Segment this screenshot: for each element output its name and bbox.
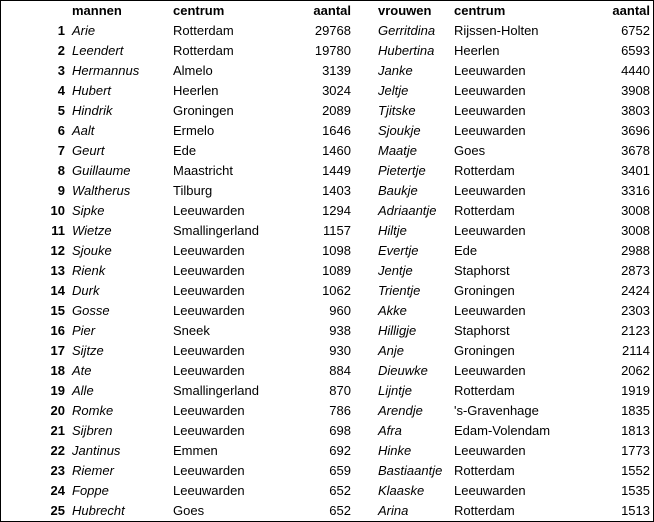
women-count-cell: 3008 xyxy=(621,223,650,238)
men-name-cell: Sijbren xyxy=(72,423,113,438)
rank-cell: 6 xyxy=(57,123,65,138)
women-center-cell: Goes xyxy=(454,143,486,158)
men-count-cell: 3139 xyxy=(322,63,351,78)
table-row xyxy=(1,321,653,341)
women-count-cell: 3008 xyxy=(621,203,650,218)
men-center-cell: Ermelo xyxy=(173,123,215,138)
women-center-cell: 's-Gravenhage xyxy=(454,403,539,418)
women-name-cell: Hinke xyxy=(378,443,412,458)
table-row xyxy=(1,21,653,41)
header-row xyxy=(1,1,653,21)
women-count-cell: 1552 xyxy=(621,463,650,478)
men-center-cell: Leeuwarden xyxy=(173,403,245,418)
men-center-cell: Rotterdam xyxy=(173,43,234,58)
rank-cell: 19 xyxy=(50,383,65,398)
table-row xyxy=(1,41,653,61)
women-count-cell: 3316 xyxy=(621,183,650,198)
women-name-cell: Trientje xyxy=(378,283,421,298)
men-count-cell: 1449 xyxy=(322,163,351,178)
women-center-cell: Leeuwarden xyxy=(454,223,526,238)
table-row xyxy=(1,361,653,381)
men-count-cell: 1294 xyxy=(322,203,351,218)
men-name-cell: Aalt xyxy=(72,123,95,138)
men-name-cell: Waltherus xyxy=(72,183,131,198)
men-count-cell: 884 xyxy=(329,363,351,378)
men-center-cell: Leeuwarden xyxy=(173,243,245,258)
women-name-cell: Anje xyxy=(378,343,405,358)
men-center-cell: Leeuwarden xyxy=(173,483,245,498)
women-count-cell: 1513 xyxy=(621,503,650,518)
women-name-cell: Hilligje xyxy=(378,323,417,338)
table-row xyxy=(1,241,653,261)
rank-cell: 15 xyxy=(50,303,65,318)
rank-cell: 2 xyxy=(57,43,65,58)
table-row xyxy=(1,201,653,221)
men-center-cell: Smallingerland xyxy=(173,223,259,238)
women-center-cell: Leeuwarden xyxy=(454,303,526,318)
women-count-cell: 4440 xyxy=(621,63,650,78)
women-center-cell: Leeuwarden xyxy=(454,103,526,118)
men-count-cell: 3024 xyxy=(322,83,351,98)
women-name-cell: Tjitske xyxy=(378,103,416,118)
men-center-cell: Ede xyxy=(173,143,197,158)
men-count-cell: 2089 xyxy=(322,103,351,118)
men-count-cell: 659 xyxy=(329,463,351,478)
women-center-cell: Leeuwarden xyxy=(454,363,526,378)
men-center-cell: Leeuwarden xyxy=(173,343,245,358)
women-count-cell: 1835 xyxy=(621,403,650,418)
women-name-cell: Jentje xyxy=(378,263,413,278)
rank-cell: 25 xyxy=(50,503,65,518)
women-name-cell: Sjoukje xyxy=(378,123,421,138)
men-name-cell: Sijtze xyxy=(72,343,104,358)
women-count-cell: 3803 xyxy=(621,103,650,118)
rank-cell: 11 xyxy=(51,223,65,238)
women-name-cell: Klaaske xyxy=(378,483,425,498)
men-center-cell: Leeuwarden xyxy=(173,463,245,478)
men-count-cell: 960 xyxy=(329,303,351,318)
men-center-cell: Maastricht xyxy=(173,163,233,178)
men-center-cell: Goes xyxy=(173,503,205,518)
men-count-cell: 1460 xyxy=(322,143,351,158)
men-name-cell: Sipke xyxy=(72,203,105,218)
men-name-cell: Hermannus xyxy=(72,63,140,78)
rank-cell: 16 xyxy=(50,323,65,338)
women-count-cell: 1535 xyxy=(621,483,650,498)
table-row xyxy=(1,441,653,461)
table-row xyxy=(1,421,653,441)
men-name-cell: Durk xyxy=(72,283,100,298)
rank-cell: 17 xyxy=(50,343,65,358)
table-row xyxy=(1,81,653,101)
men-name-cell: Alle xyxy=(72,383,94,398)
rank-cell: 14 xyxy=(50,283,65,298)
men-name-cell: Leendert xyxy=(72,43,124,58)
women-center-cell: Rotterdam xyxy=(454,383,515,398)
name-frequency-table xyxy=(1,1,653,521)
women-count-cell: 3401 xyxy=(621,163,650,178)
rank-cell: 7 xyxy=(57,143,65,158)
men-name-cell: Geurt xyxy=(72,143,105,158)
men-name-cell: Hindrik xyxy=(72,103,113,118)
women-center-cell: Rotterdam xyxy=(454,503,515,518)
rank-cell: 8 xyxy=(57,163,65,178)
rank-cell: 20 xyxy=(50,403,65,418)
table-row xyxy=(1,481,653,501)
women-count-cell: 2062 xyxy=(621,363,650,378)
men-name-cell: Pier xyxy=(72,323,96,338)
men-name-cell: Hubert xyxy=(72,83,112,98)
women-count-cell: 2123 xyxy=(621,323,650,338)
men-center-cell: Leeuwarden xyxy=(173,203,245,218)
men-name-header: mannen xyxy=(72,3,122,18)
women-name-cell: Dieuwke xyxy=(378,363,428,378)
women-center-cell: Leeuwarden xyxy=(454,123,526,138)
men-center-cell: Almelo xyxy=(173,63,213,78)
men-count-cell: 1403 xyxy=(322,183,351,198)
women-name-cell: Baukje xyxy=(378,183,418,198)
men-count-cell: 938 xyxy=(329,323,351,338)
table-row xyxy=(1,101,653,121)
men-name-cell: Foppe xyxy=(72,483,109,498)
men-name-cell: Wietze xyxy=(72,223,112,238)
women-name-cell: Arendje xyxy=(378,403,423,418)
men-count-cell: 652 xyxy=(329,483,351,498)
women-name-cell: Pietertje xyxy=(378,163,426,178)
men-center-cell: Leeuwarden xyxy=(173,303,245,318)
women-name-cell: Bastiaantje xyxy=(378,463,443,478)
women-name-cell: Lijntje xyxy=(378,383,412,398)
men-name-cell: Sjouke xyxy=(72,243,112,258)
women-name-cell: Hiltje xyxy=(378,223,407,238)
rank-cell: 22 xyxy=(50,443,65,458)
rank-cell: 1 xyxy=(57,23,65,38)
women-center-cell: Rotterdam xyxy=(454,203,515,218)
table-row xyxy=(1,181,653,201)
women-count-cell: 1919 xyxy=(621,383,650,398)
table-row xyxy=(1,121,653,141)
men-count-cell: 870 xyxy=(329,383,351,398)
women-center-cell: Leeuwarden xyxy=(454,443,526,458)
women-count-cell: 3678 xyxy=(621,143,650,158)
men-center-cell: Groningen xyxy=(173,103,234,118)
women-center-cell: Ede xyxy=(454,243,478,258)
women-name-cell: Hubertina xyxy=(378,43,435,58)
men-name-cell: Riemer xyxy=(72,463,114,478)
men-count-cell: 652 xyxy=(329,503,351,518)
table-body xyxy=(1,21,653,521)
men-center-cell: Leeuwarden xyxy=(173,283,245,298)
rank-cell: 5 xyxy=(57,103,65,118)
women-count-cell: 2988 xyxy=(621,243,650,258)
women-count-cell: 2114 xyxy=(622,343,650,358)
table-row xyxy=(1,401,653,421)
table-row xyxy=(1,381,653,401)
women-center-cell: Groningen xyxy=(454,283,515,298)
table-row xyxy=(1,261,653,281)
women-count-cell: 6752 xyxy=(621,23,650,38)
women-name-cell: Gerritdina xyxy=(378,23,436,38)
rank-cell: 3 xyxy=(57,63,65,78)
men-count-cell: 692 xyxy=(329,443,351,458)
women-center-cell: Rotterdam xyxy=(454,463,515,478)
women-center-cell: Leeuwarden xyxy=(454,83,526,98)
men-center-cell: Leeuwarden xyxy=(173,423,245,438)
men-name-cell: Guillaume xyxy=(72,163,131,178)
men-center-cell: Leeuwarden xyxy=(173,263,245,278)
women-count-cell: 3908 xyxy=(621,83,650,98)
women-center-cell: Staphorst xyxy=(454,263,510,278)
table-row xyxy=(1,341,653,361)
table-row xyxy=(1,221,653,241)
men-center-cell: Rotterdam xyxy=(173,23,234,38)
men-center-cell: Smallingerland xyxy=(173,383,259,398)
men-center-cell: Leeuwarden xyxy=(173,363,245,378)
women-count-cell: 3696 xyxy=(621,123,650,138)
men-name-cell: Romke xyxy=(72,403,114,418)
table-row xyxy=(1,281,653,301)
men-center-header: centrum xyxy=(173,3,225,18)
rank-cell: 23 xyxy=(50,463,65,478)
table-row xyxy=(1,161,653,181)
table-row xyxy=(1,501,653,521)
men-center-cell: Sneek xyxy=(173,323,210,338)
women-name-cell: Arina xyxy=(378,503,409,518)
women-center-cell: Rijssen-Holten xyxy=(454,23,539,38)
men-center-cell: Heerlen xyxy=(173,83,219,98)
table-row xyxy=(1,301,653,321)
women-name-cell: Evertje xyxy=(378,243,419,258)
men-count-cell: 1089 xyxy=(322,263,351,278)
women-center-cell: Leeuwarden xyxy=(454,183,526,198)
women-name-cell: Afra xyxy=(378,423,402,438)
table-row xyxy=(1,461,653,481)
rank-cell: 13 xyxy=(50,263,65,278)
women-center-cell: Edam-Volendam xyxy=(454,423,551,438)
women-center-cell: Rotterdam xyxy=(454,163,515,178)
women-count-cell: 2424 xyxy=(621,283,650,298)
women-count-cell: 2873 xyxy=(621,263,650,278)
men-count-cell: 786 xyxy=(329,403,351,418)
men-name-cell: Jantinus xyxy=(72,443,121,458)
women-name-cell: Jeltje xyxy=(378,83,409,98)
women-count-cell: 1773 xyxy=(621,443,650,458)
table-row xyxy=(1,141,653,161)
men-center-cell: Emmen xyxy=(173,443,218,458)
women-count-cell: 2303 xyxy=(621,303,650,318)
men-name-cell: Hubrecht xyxy=(72,503,125,518)
rank-cell: 18 xyxy=(50,363,65,378)
rank-cell: 24 xyxy=(50,483,65,498)
women-center-header: centrum xyxy=(454,3,506,18)
women-center-cell: Leeuwarden xyxy=(454,483,526,498)
men-name-cell: Gosse xyxy=(72,303,110,318)
women-name-cell: Maatje xyxy=(378,143,418,158)
women-name-cell: Adriaantje xyxy=(378,203,437,218)
women-count-cell: 6593 xyxy=(621,43,650,58)
men-count-cell: 1157 xyxy=(323,223,351,238)
women-name-cell: Akke xyxy=(378,303,407,318)
men-count-cell: 1646 xyxy=(322,123,351,138)
women-count-cell: 1813 xyxy=(621,423,650,438)
men-count-cell: 29768 xyxy=(314,23,351,38)
women-center-cell: Staphorst xyxy=(454,323,510,338)
rank-cell: 12 xyxy=(50,243,65,258)
women-center-cell: Leeuwarden xyxy=(454,63,526,78)
rank-cell: 10 xyxy=(50,203,65,218)
men-count-cell: 1062 xyxy=(322,283,351,298)
women-name-cell: Janke xyxy=(378,63,413,78)
men-count-cell: 698 xyxy=(329,423,351,438)
rank-header xyxy=(1,1,69,21)
men-name-cell: Arie xyxy=(72,23,96,38)
rank-cell: 9 xyxy=(57,183,65,198)
men-center-cell: Tilburg xyxy=(173,183,213,198)
men-count-header: aantal xyxy=(313,3,351,18)
women-center-cell: Heerlen xyxy=(454,43,500,58)
men-count-cell: 930 xyxy=(329,343,351,358)
men-name-cell: Ate xyxy=(72,363,92,378)
women-name-header: vrouwen xyxy=(378,3,432,18)
table-row xyxy=(1,61,653,81)
men-count-cell: 1098 xyxy=(322,243,351,258)
women-center-cell: Groningen xyxy=(454,343,515,358)
rank-cell: 4 xyxy=(57,83,65,98)
women-count-header: aantal xyxy=(612,3,650,18)
men-name-cell: Rienk xyxy=(72,263,106,278)
men-count-cell: 19780 xyxy=(314,43,351,58)
rank-cell: 21 xyxy=(50,423,65,438)
